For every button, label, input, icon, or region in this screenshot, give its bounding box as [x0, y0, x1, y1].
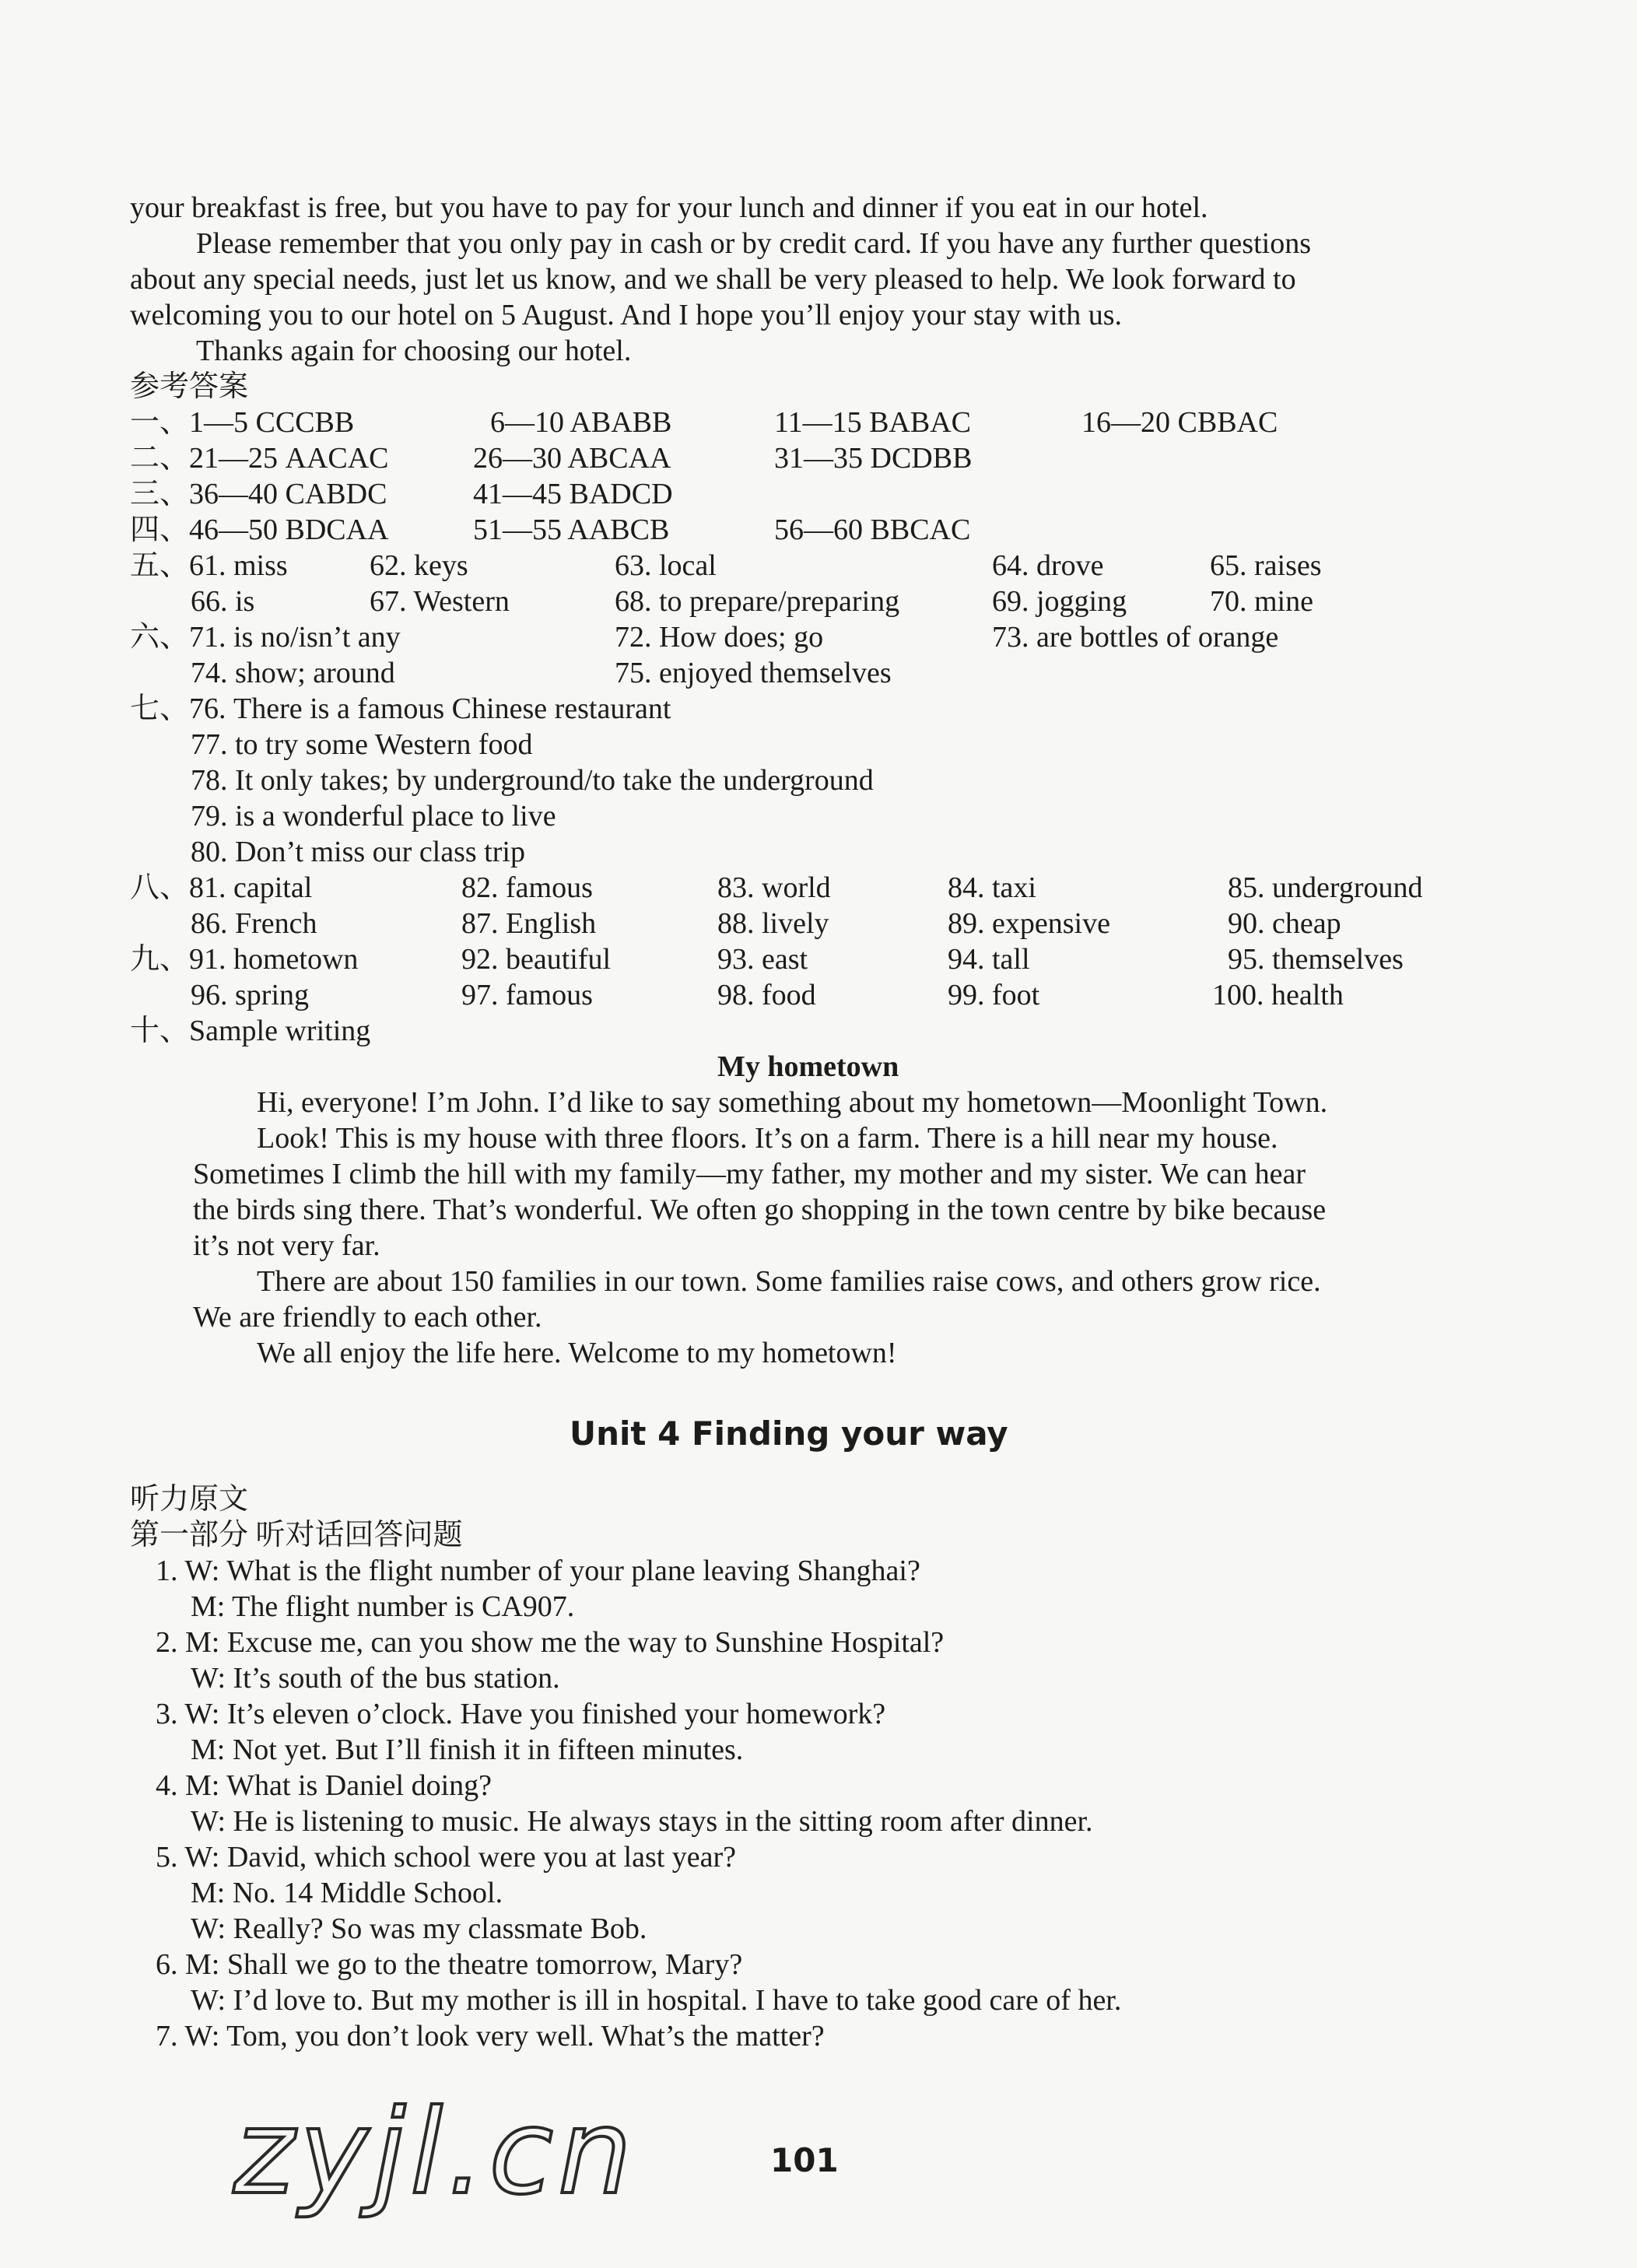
intro-line: Thanks again for choosing our hotel. — [196, 335, 632, 367]
answer-cell: 二、21—25 AACAC — [130, 442, 389, 475]
essay-line: the birds sing there. That’s wonderful. We often go shopping in the town centre by bike because — [193, 1194, 1327, 1226]
intro-line: your breakfast is free, but you have to pay for your lunch and dinner if you eat in our hotel. — [130, 191, 1208, 224]
answer-cell: 62. keys — [370, 549, 468, 582]
answer-cell: 98. food — [717, 979, 816, 1011]
answer-cell: 一、1—5 CCCBB — [130, 406, 355, 439]
answer-cell: 11—15 BABAC — [774, 406, 972, 439]
dialogue-line: W: It’s south of the bus station. — [191, 1662, 560, 1695]
intro-line: about any special needs, just let us know, and we shall be very pleased to help. We look forward to — [130, 263, 1296, 296]
answer-cell: 26—30 ABCAA — [473, 442, 671, 475]
answer-cell: 74. show; around — [191, 657, 395, 689]
answer-cell: 31—35 DCDBB — [774, 442, 973, 475]
answer-cell: 97. famous — [461, 979, 593, 1011]
answer-cell: 84. taxi — [948, 871, 1036, 904]
answer-cell: 四、46—50 BDCAA — [130, 514, 389, 546]
answer-cell: 82. famous — [461, 871, 593, 904]
listening-heading: 听力原文 — [130, 1483, 249, 1516]
essay-line: Look! This is my house with three floors. It’s on a farm. There is a hill near my house. — [257, 1122, 1278, 1155]
answer-cell: 94. tall — [948, 943, 1030, 976]
dialogue-line: 6. M: Shall we go to the theatre tomorrow, Mary? — [156, 1948, 743, 1981]
answer-cell: 70. mine — [1210, 585, 1313, 618]
essay-line: There are about 150 families in our town. Some families raise cows, and others grow rice. — [257, 1265, 1321, 1298]
dialogue-line: M: Not yet. But I’ll finish it in fifteen minutes. — [191, 1733, 744, 1766]
answer-cell: 72. How does; go — [615, 621, 824, 654]
answer-cell: 69. jogging — [992, 585, 1127, 618]
answer-cell: 99. foot — [948, 979, 1040, 1011]
dialogue-line: 5. W: David, which school were you at last year? — [156, 1841, 737, 1874]
watermark-logo: zyjl.cn — [233, 2085, 637, 2221]
answer-cell: 64. drove — [992, 549, 1104, 582]
intro-line: Please remember that you only pay in cash or by credit card. If you have any further questions — [196, 227, 1311, 260]
essay-line: We are friendly to each other. — [193, 1301, 542, 1334]
answer-cell: 八、81. capital — [130, 871, 313, 904]
answer-cell: 63. local — [615, 549, 717, 582]
dialogue-line: 7. W: Tom, you don’t look very well. What’s the matter? — [156, 2020, 825, 2052]
dialogue-line: W: Really? So was my classmate Bob. — [191, 1912, 647, 1945]
answer-cell: 九、91. hometown — [130, 943, 359, 976]
dialogue-line: W: I’d love to. But my mother is ill in hospital. I have to take good care of her. — [191, 1984, 1122, 2017]
answer-cell: 68. to prepare/preparing — [615, 585, 900, 618]
answer-cell: 七、76. There is a famous Chinese restaurant — [130, 692, 671, 725]
answer-cell: 100. health — [1212, 979, 1344, 1011]
answer-cell: 65. raises — [1210, 549, 1322, 582]
answer-cell: 66. is — [191, 585, 255, 618]
answer-cell: 88. lively — [717, 907, 829, 940]
dialogue-line: M: The flight number is CA907. — [191, 1590, 575, 1623]
dialogue-line: W: He is listening to music. He always stays in the sitting room after dinner. — [191, 1805, 1093, 1838]
answer-cell: 73. are bottles of orange — [992, 621, 1279, 654]
answer-cell: 六、71. is no/isn’t any — [130, 621, 401, 654]
answer-cell: 41—45 BADCD — [473, 478, 673, 510]
dialogue-line: 2. M: Excuse me, can you show me the way to Sunshine Hospital? — [156, 1626, 945, 1659]
answer-cell: 16—20 CBBAC — [1081, 406, 1278, 439]
answer-cell: 89. expensive — [948, 907, 1110, 940]
answer-cell: 83. world — [717, 871, 831, 904]
answer-cell: 三、36—40 CABDC — [130, 478, 387, 510]
intro-line: welcoming you to our hotel on 5 August. And I hope you’ll enjoy your stay with us. — [130, 299, 1123, 331]
answers-title: 参考答案 — [130, 370, 249, 403]
answer-cell: 五、61. miss — [130, 549, 288, 582]
dialogue-line: M: No. 14 Middle School. — [191, 1877, 503, 1909]
answer-cell: 十、Sample writing — [130, 1015, 371, 1047]
page-number: 101 — [770, 2141, 839, 2179]
essay-line: Sometimes I climb the hill with my family—my father, my mother and my sister. We can hear — [193, 1158, 1306, 1190]
answer-cell: 78. It only takes; by underground/to take the underground — [191, 764, 874, 797]
dialogue-line: 3. W: It’s eleven o’clock. Have you finished your homework? — [156, 1698, 886, 1730]
dialogue-line: 4. M: What is Daniel doing? — [156, 1769, 493, 1802]
answer-cell: 79. is a wonderful place to live — [191, 800, 556, 833]
answer-cell: 51—55 AABCB — [473, 514, 670, 546]
essay-line: Hi, everyone! I’m John. I’d like to say something about my hometown—Moonlight Town. — [257, 1086, 1328, 1119]
unit-title: Unit 4 Finding your way — [570, 1414, 1008, 1453]
answer-cell: 87. English — [461, 907, 597, 940]
answer-cell: 85. underground — [1228, 871, 1423, 904]
answer-cell: 86. French — [191, 907, 317, 940]
answer-cell: 80. Don’t miss our class trip — [191, 836, 525, 868]
essay-title: My hometown — [717, 1050, 899, 1083]
dialogue-line: 1. W: What is the flight number of your plane leaving Shanghai? — [156, 1555, 920, 1587]
answer-cell: 56—60 BBCAC — [774, 514, 971, 546]
answer-cell: 75. enjoyed themselves — [615, 657, 892, 689]
answer-cell: 90. cheap — [1228, 907, 1341, 940]
answer-cell: 92. beautiful — [461, 943, 612, 976]
answer-cell: 77. to try some Western food — [191, 728, 533, 761]
answer-cell: 67. Western — [370, 585, 510, 618]
answer-cell: 93. east — [717, 943, 808, 976]
essay-line: We all enjoy the life here. Welcome to my hometown! — [257, 1337, 897, 1369]
essay-line: it’s not very far. — [193, 1229, 380, 1262]
listening-part: 第一部分 听对话回答问题 — [130, 1519, 463, 1551]
answer-cell: 96. spring — [191, 979, 309, 1011]
answer-cell: 95. themselves — [1228, 943, 1404, 976]
answer-cell: 6—10 ABABB — [490, 406, 672, 439]
